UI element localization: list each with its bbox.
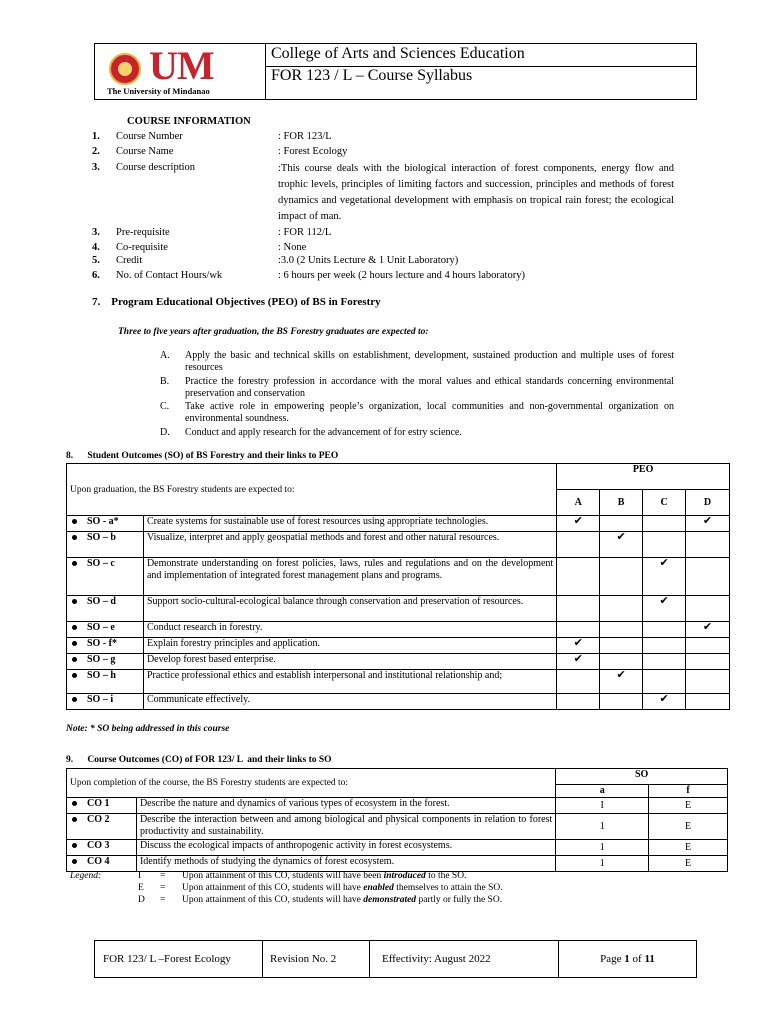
info-value: : Forest Ecology [278,146,348,157]
so-text: Visualize, interpret and apply geospatial methods and forest and other natural resources. [143,532,556,558]
so-peo-check [686,532,730,558]
so-col-f: f [649,785,728,798]
so-peo-check: ✔ [600,532,643,558]
so-row [67,558,730,596]
so-peo-check: ✔ [686,516,730,532]
so-text: Conduct research in forestry. [143,622,556,638]
legend-eq: = [160,883,166,893]
so-peo-check [600,622,643,638]
so-peo-check [686,596,730,622]
co-so-value: 1 [556,814,649,840]
so-peo-check: ✔ [557,654,600,670]
so-row [67,638,730,654]
info-num: 1. [92,131,100,142]
so-group-header: SO [556,769,728,785]
so-peo-check [557,558,600,596]
so-text: Demonstrate understanding on forest policies, laws, rules and regulations and on the development and implementation of integrated forest management plans and programs. [143,558,556,596]
so-code: SO – b [67,532,144,558]
legend-key: E [138,883,144,893]
info-num: 5. [92,255,100,266]
info-value: :3.0 (2 Units Lecture & 1 Unit Laboratory) [278,255,459,266]
course-info-heading: COURSE INFORMATION [127,116,251,127]
so-row [67,596,730,622]
peo-item: B. Practice the forestry profession in accordance with the moral values and ethical standards concerning environmental preservation and conservation [160,376,674,399]
so-peo-check: ✔ [643,596,686,622]
bullet-icon [72,519,77,524]
co-code: CO 2 [67,814,137,840]
so-peo-check [686,558,730,596]
co-row [67,798,728,814]
info-value: : FOR 123/L [278,131,332,142]
so-text: Practice professional ethics and establish interpersonal and institutional relationship and; [143,670,556,694]
so-code: SO – i [67,694,144,710]
bullet-icon [72,599,77,604]
so-peo-check [600,596,643,622]
university-logo [95,44,266,99]
bullet-icon [72,625,77,630]
so-text: Support socio-cultural-ecological balance through conservation and preservation of resources. [143,596,556,622]
co-so-value: E [649,840,728,856]
syllabus-title: FOR 123 / L – Course Syllabus [271,67,473,84]
so-code: SO - f* [67,638,144,654]
legend-key: I [138,871,142,881]
so-peo-check [557,670,600,694]
so-peo-check [686,670,730,694]
so-peo-check: ✔ [600,670,643,694]
peo-col-b: B [600,490,643,516]
so-peo-check [557,694,600,710]
so-peo-check [557,622,600,638]
so-table [66,463,730,710]
co-code: CO 1 [67,798,137,814]
co-so-value: 1 [556,856,649,872]
so-peo-check [600,516,643,532]
so-code: SO – c [67,558,144,596]
co-code: CO 3 [67,840,137,856]
so-peo-check [643,654,686,670]
so-text: Communicate effectively. [143,694,556,710]
co-row [67,856,728,872]
so-code: SO - a* [67,516,144,532]
info-num: 4. [92,242,100,253]
peo-heading: 7. Program Educational Objectives (PEO) of BS in Forestry [92,296,381,308]
so-peo-check [686,654,730,670]
so-code: SO – h [67,670,144,694]
co-so-value: E [649,856,728,872]
so-peo-check [643,638,686,654]
course-description: :This course deals with the biological interaction of forest components, energy flow and trophic levels, principles of limiting factors and succession, principles and methods of forest dynamics and vegetational development with emphasis on tropical rain forest; the ecological impact of man. [278,163,674,222]
document-footer [94,940,697,978]
so-code: SO – e [67,622,144,638]
so-text: Develop forest based enterprise. [143,654,556,670]
bullet-icon [72,673,77,678]
co-row [67,840,728,856]
info-label: Course Name [116,146,174,157]
co-so-value: I [556,798,649,814]
college-title: College of Arts and Sciences Education [271,45,525,62]
peo-item: C. Take active role in empowering people’s organization, local communities and non-governmental organization on environmental soundness. [160,401,674,424]
footer-revision: Revision No. 2 [263,941,370,977]
co-so-value: E [649,798,728,814]
legend-text: Upon attainment of this CO, students will have been introduced to the SO. [182,871,467,881]
info-label: Course Number [116,131,183,142]
so-note: Note: * SO being addressed in this course [66,724,230,734]
logo-text: UM [149,43,214,88]
so-peo-check [643,516,686,532]
peo-col-d: D [686,490,730,516]
so-row [67,670,730,694]
co-so-value: E [649,814,728,840]
document-header [94,43,697,100]
bullet-icon [72,801,77,806]
info-label: No. of Contact Hours/wk [116,270,223,281]
info-label: Course description [116,162,196,173]
co-text: Identify methods of studying the dynamics of forest ecosystem. [136,856,555,872]
info-num: 3. [92,227,100,238]
co-text: Discuss the ecological impacts of anthropogenic activity in forest ecosystems. [136,840,555,856]
co-text: Describe the nature and dynamics of various types of ecosystem in the forest. [136,798,555,814]
peo-item: A. Apply the basic and technical skills on establishment, development, sustained production and multiple uses of forest resources [160,350,674,373]
so-peo-check [600,694,643,710]
info-num: 6. [92,270,100,281]
peo-group-header: PEO [557,464,730,490]
so-peo-check [600,638,643,654]
bullet-icon [72,817,77,822]
peo-item: D. Conduct and apply research for the advancement of for estry science. [160,427,462,438]
so-peo-check: ✔ [557,638,600,654]
so-row [67,654,730,670]
co-heading: 9. Course Outcomes (CO) of FOR 123/ L and their links to SO [66,755,332,765]
bullet-icon [72,697,77,702]
so-heading: 8. Student Outcomes (SO) of BS Forestry and their links to PEO [66,451,339,461]
so-row [67,532,730,558]
footer-course: FOR 123/ L –Forest Ecology [95,941,263,977]
co-code: CO 4 [67,856,137,872]
co-table [66,768,728,872]
footer-page: Page 1 of 11 [600,953,655,965]
so-peo-check [557,532,600,558]
info-value: : 6 hours per week (2 hours lecture and 4 hours laboratory) [278,270,525,281]
so-row [67,694,730,710]
info-label: Pre-requisite [116,227,170,238]
info-label: Credit [116,255,143,266]
info-label: Co-requisite [116,242,168,253]
info-num: 3. [92,162,100,173]
legend-eq: = [160,871,166,881]
logo-subtext: The University of Mindanao [107,86,210,96]
so-col-a: a [556,785,649,798]
so-peo-check [600,558,643,596]
so-peo-check: ✔ [557,516,600,532]
peo-col-a: A [557,490,600,516]
so-text: Create systems for sustainable use of forest resources using appropriate technologies. [143,516,556,532]
bullet-icon [72,843,77,848]
legend-label: Legend: [70,871,102,881]
so-peo-check [600,654,643,670]
so-row [67,516,730,532]
so-peo-check [643,622,686,638]
so-row [67,622,730,638]
co-row [67,814,728,840]
legend-text: Upon attainment of this CO, students will have demonstrated partly or fully the SO. [182,895,503,905]
so-intro: Upon graduation, the BS Forestry students are expected to: [67,464,557,516]
legend-key: D [138,895,145,905]
so-peo-check [686,694,730,710]
peo-intro: Three to five years after graduation, the BS Forestry graduates are expected to: [118,327,429,337]
so-code: SO – g [67,654,144,670]
so-peo-check [643,532,686,558]
co-so-value: 1 [556,840,649,856]
info-value: : FOR 112/L [278,227,332,238]
so-peo-check [643,670,686,694]
legend-eq: = [160,895,166,905]
so-text: Explain forestry principles and application. [143,638,556,654]
so-code: SO – d [67,596,144,622]
so-peo-check: ✔ [686,622,730,638]
info-num: 2. [92,146,100,157]
peo-col-c: C [643,490,686,516]
co-text: Describe the interaction between and among biological and physical components in relation to forest productivity and sustainability. [136,814,555,840]
legend-text: Upon attainment of this CO, students will have enabled themselves to attain the SO. [182,883,503,893]
so-peo-check: ✔ [643,558,686,596]
footer-effectivity: Effectivity: August 2022 [370,941,559,977]
co-intro: Upon completion of the course, the BS Forestry students are expected to: [67,769,556,798]
so-peo-check [686,638,730,654]
so-peo-check [557,596,600,622]
bullet-icon [72,859,77,864]
info-value: : None [278,242,307,253]
bullet-icon [72,657,77,662]
bullet-icon [72,641,77,646]
bullet-icon [72,535,77,540]
university-seal-icon [109,53,141,85]
bullet-icon [72,561,77,566]
so-peo-check: ✔ [643,694,686,710]
